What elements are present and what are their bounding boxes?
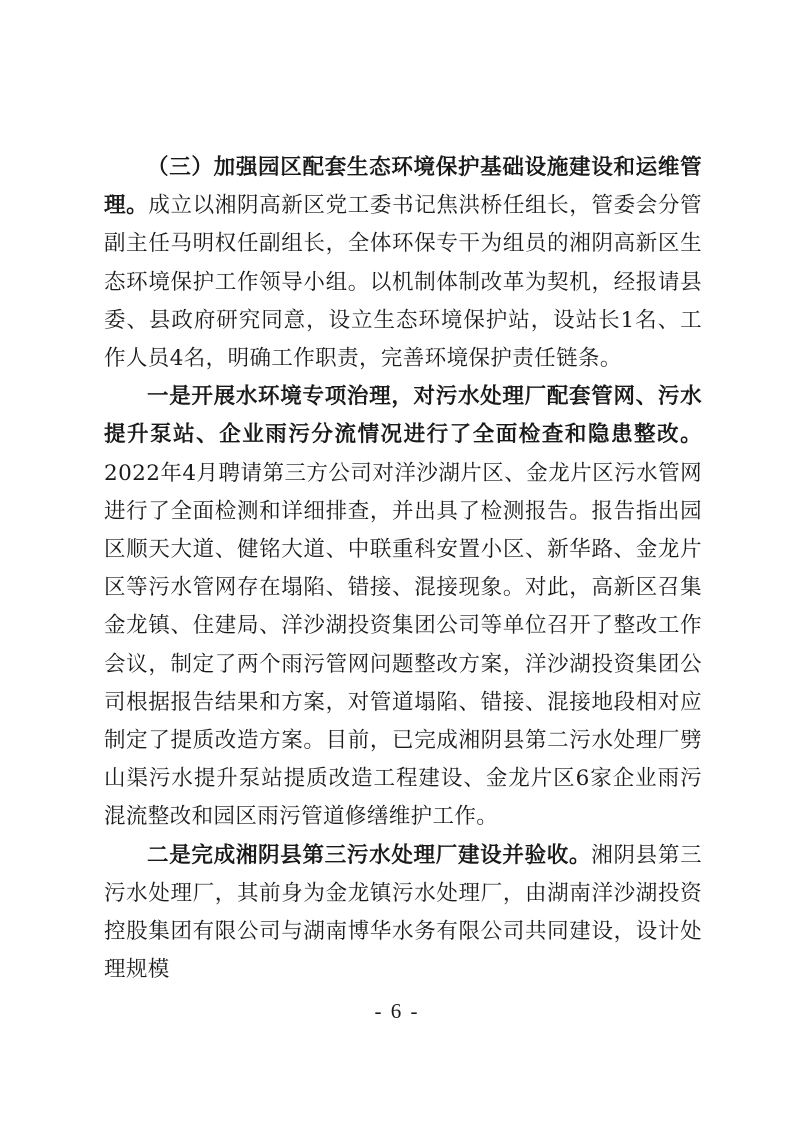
paragraph-section-three	[104, 149, 702, 378]
paragraph-item-two	[104, 837, 702, 990]
page-number: - 6 -	[374, 999, 420, 1023]
paragraph-text: 2022年4月聘请第三方公司对洋沙湖片区、金龙片区污水管网进行了全面检测和详细排查，并出具了检测报告。报告指出园区顺天大道、健铭大道、中联重科安置小区、新华路、金龙片区等污水管网存在塌陷、错接、混接现象。对此，高新区召集金龙镇、住建局、洋沙湖投资集团公司等单位召开了整改工作会议，制定了两个雨污管网问题整改方案，洋沙湖投资集团公司根据报告结果和方案，对管道塌陷、错接、混接地段相对应制定了提质改造方案。目前，已完成湘阴县第二污水处理厂劈山渠污水提升泵站提质改造工程建设、金龙片区6家企业雨污混流整改和园区雨污管道修缮维护工作。	[104, 460, 702, 830]
paragraph-item-one	[104, 378, 702, 836]
paragraph-heading: 二是完成湘阴县第三污水处理厂建设并验收。	[147, 842, 592, 868]
paragraph-heading: 一是开展水环境专项治理，对污水处理厂配套管网、污水提升泵站、企业雨污分流情况进行了全面检查和隐患整改。	[104, 384, 702, 448]
paragraph-heading: （三）加强园区配套生态环境保护基础设施建设和运维管理。	[104, 155, 702, 219]
paragraph-text: 成立以湘阴高新区党工委书记焦洪桥任组长，管委会分管副主任马明权任副组长，全体环保专干为组员的湘阴高新区生态环境保护工作领导小组。以机制体制改革为契机，经报请县委、县政府研究同意，设立生态环境保护站，设站长1名、工作人员4名，明确工作职责，完善环境保护责任链条。	[104, 193, 702, 372]
document-body	[104, 149, 702, 989]
paragraph-text: 湘阴县第三污水处理厂，其前身为金龙镇污水处理厂，由湖南洋沙湖投资控股集团有限公司与湖南博华水务有限公司共同建设，设计处理规模	[104, 842, 702, 983]
